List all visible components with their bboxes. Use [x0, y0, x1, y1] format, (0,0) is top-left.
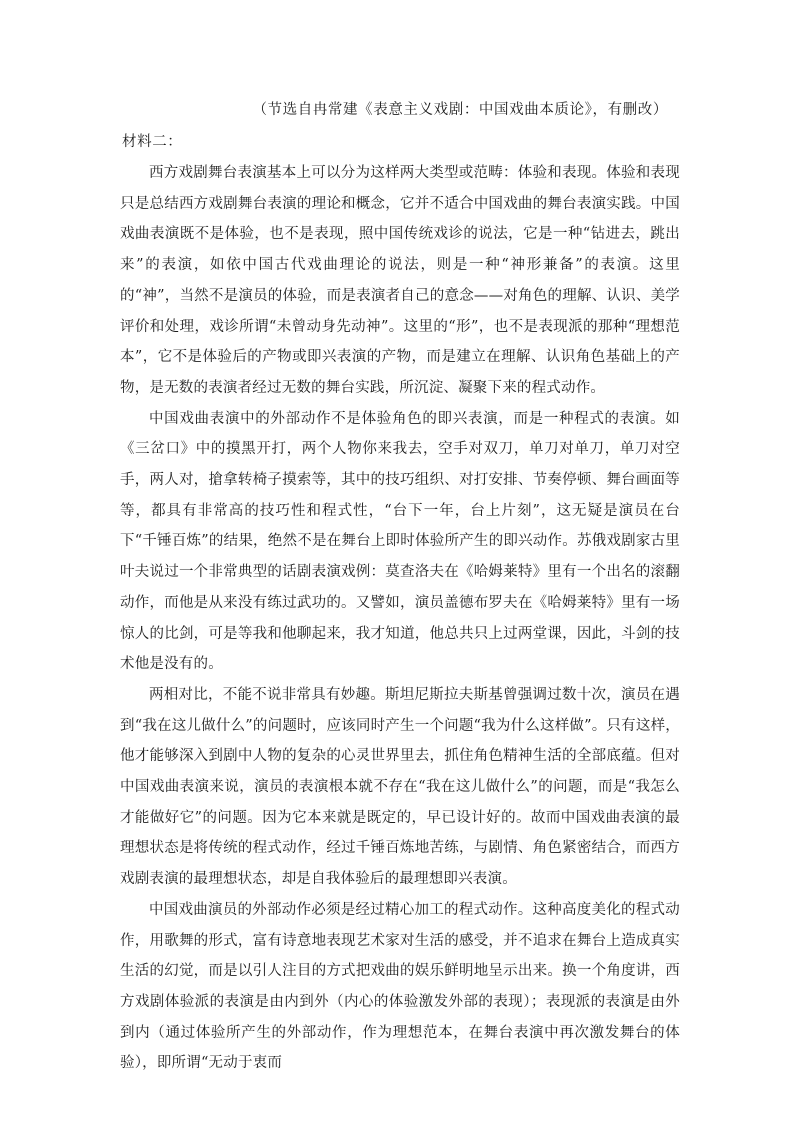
- paragraph: 两相对比，不能不说非常具有妙趣。斯坦尼斯拉夫斯基曾强调过数十次，演员在遇到“我在这儿做什么”的问题时，应该同时产生一个问题“我为什么这样做”。只有这样，他才能够深入到剧中人物的复杂的心灵世界里去，抓住角色精神生活的全部底蕴。但对中国戏曲表演来说，演员的表演根本就不存在“我在这儿做什么”的问题，而是“我怎么才能做好它”的问题。因为它本来就是既定的，早已设计好的。故而中国戏曲表演的最理想状态是将传统的程式动作，经过千锤百炼地苦练，与剧情、角色紧密结合，而西方戏剧表演的最理想状态，却是自我体验后的最理想即兴表演。: [120, 686, 680, 888]
- source-citation: （节选自冉常建《表意主义戏剧：中国戏曲本质论》，有删改）: [252, 102, 668, 118]
- paragraph: 西方戏剧舞台表演基本上可以分为这样两大类型或范畴：体验和表现。体验和表现只是总结西方戏剧舞台表演的理论和概念，它并不适合中国戏曲的舞台表演实践。中国戏曲表演既不是体验，也不是表现，照中国传统戏诊的说法，它是一种“钻进去，跳出来”的表演，如依中国古代戏曲理论的说法，则是一种“神形兼备”的表演。这里的“神”，当然不是演员的体验，而是表演者自己的意念——对角色的理解、认识、美学评价和处理，戏诊所谓“未曾动身先动神”。这里的“形”，也不是表现派的那种“理想范本”，它不是体验后的产物或即兴表演的产物，而是建立在理解、认识角色基础上的产物，是无数的表演者经过无数的舞台实践，所沉淀、凝聚下来的程式动作。: [120, 165, 680, 396]
- article-body: [120, 158, 680, 1079]
- section-label: 材料二：: [122, 134, 183, 150]
- paragraph: 中国戏曲演员的外部动作必须是经过精心加工的程式动作。这种高度美化的程式动作，用歌舞的形式，富有诗意地表现艺术家对生活的感受，并不追求在舞台上造成真实生活的幻觉，而是以引人注目的方式把戏曲的娱乐鲜明地呈示出来。换一个角度讲，西方戏剧体验派的表演是由内到外（内心的体验激发外部的表现）；表现派的表演是由外到内（通过体验所产生的外部动作，作为理想范本，在舞台表演中再次激发舞台的体验），即所谓“无动于衷而: [120, 901, 680, 1072]
- paragraph: 中国戏曲表演中的外部动作不是体验角色的即兴表演，而是一种程式的表演。如《三岔口》中的摸黑开打，两个人物你来我去，空手对双刀，单刀对单刀，单刀对空手，两人对，搶拿转椅子摸索等，其中的技巧组织、对打安排、节奏停顿、舞台画面等等，都具有非常高的技巧性和程式性，“台下一年，台上片刻”，这无疑是演员在台下“千锤百炼”的结果，绝然不是在舞台上即时体验所产生的即兴动作。苏俄戏剧家古里叶夫说过一个非常典型的话剧表演戏例：莫查洛夫在《哈姆莱特》里有一个出名的滚翻动作，而他是从来没有练过武功的。又譬如，演员盖德布罗夫在《哈姆莱特》里有一场惊人的比剑，可是等我和他聊起来，我才知道，他总共只上过两堂课，因此，斗剑的技术他是没有的。: [120, 410, 680, 673]
